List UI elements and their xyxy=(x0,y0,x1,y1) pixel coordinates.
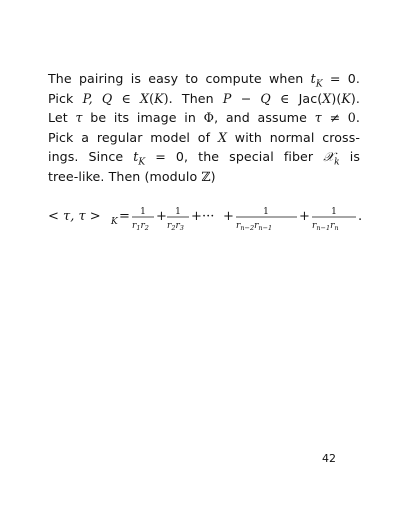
text-line xyxy=(48,147,360,167)
text-run: Jac( xyxy=(298,90,323,106)
text-run: Pick xyxy=(48,90,83,106)
math-variable: X xyxy=(140,90,150,106)
math-variable: τ xyxy=(314,110,322,126)
display-equation xyxy=(48,204,368,234)
math-variable: τ xyxy=(75,110,83,126)
equation-lhs-subscript: K xyxy=(111,217,118,227)
numerator: 1 xyxy=(140,207,146,217)
text-run: is xyxy=(339,149,360,165)
math-variable: P, Q xyxy=(82,90,113,106)
math-symbol: − xyxy=(231,90,261,106)
math-variable: K xyxy=(154,90,164,106)
text-line xyxy=(48,128,360,148)
text-line xyxy=(48,108,360,128)
numerator: 1 xyxy=(331,207,337,217)
text-run: tree-like. Then (modulo xyxy=(48,168,202,184)
text-run: )( xyxy=(331,90,342,106)
ellipsis: ··· xyxy=(202,209,215,224)
math-variable: P xyxy=(222,90,232,106)
plus-sign: + xyxy=(156,209,167,224)
text-line xyxy=(48,69,360,89)
math-subscript: K xyxy=(138,157,146,168)
math-symbol: ℤ xyxy=(201,168,211,184)
math-variable: X xyxy=(322,90,332,106)
text-line xyxy=(48,167,360,187)
denominator: $r_2r_3$ xyxy=(167,221,184,232)
math-symbol: ≠ 0. xyxy=(321,110,361,126)
text-run: ) xyxy=(210,168,216,184)
denominator: $r_1r_2$ xyxy=(132,221,149,232)
math-variable: 𝒳 xyxy=(323,149,335,165)
body-paragraph xyxy=(48,69,360,187)
text-line xyxy=(48,89,360,109)
text-run: = 0, the special fiber xyxy=(145,149,324,165)
text-run: , and assume xyxy=(214,110,315,126)
math-symbol: ( xyxy=(149,90,155,106)
math-variable: t xyxy=(133,149,139,165)
text-run: Then xyxy=(172,90,223,106)
equation-lhs: < τ, τ > xyxy=(48,209,101,224)
denominator: $r_{n-2}r_{n-1}$ xyxy=(236,221,273,232)
math-variable: Q xyxy=(260,90,271,106)
text-run: be its image in xyxy=(82,110,204,126)
text-run: The pairing is easy to compute when xyxy=(48,71,311,86)
math-variable: t xyxy=(310,71,316,86)
equation-svg xyxy=(48,204,368,234)
math-subscript: K xyxy=(315,79,323,90)
math-variable: X xyxy=(217,129,228,145)
math-variable: K xyxy=(341,90,351,106)
text-run: ings. Since xyxy=(48,149,134,165)
text-run: with normal cross- xyxy=(227,129,361,145)
text-run: ). xyxy=(350,90,360,106)
plus-sign: + xyxy=(191,209,202,224)
text-run: Let xyxy=(48,110,76,126)
math-symbol: Φ xyxy=(203,110,215,126)
math-subscript: k xyxy=(334,157,340,168)
plus-sign: + xyxy=(299,209,310,224)
page-number: 42 xyxy=(322,452,336,465)
denominator: $r_{n-1}r_n$ xyxy=(312,221,339,232)
period: . xyxy=(358,209,363,224)
math-symbol: ∈ xyxy=(112,90,141,106)
numerator: 1 xyxy=(263,207,269,217)
numerator: 1 xyxy=(175,207,181,217)
math-symbol: ∈ xyxy=(270,90,299,106)
plus-sign: + xyxy=(223,209,234,224)
text-run: Pick a regular model of xyxy=(48,129,218,145)
math-symbol: ). xyxy=(163,90,173,106)
equals-sign: = xyxy=(119,209,130,224)
text-run: = 0. xyxy=(322,71,360,86)
